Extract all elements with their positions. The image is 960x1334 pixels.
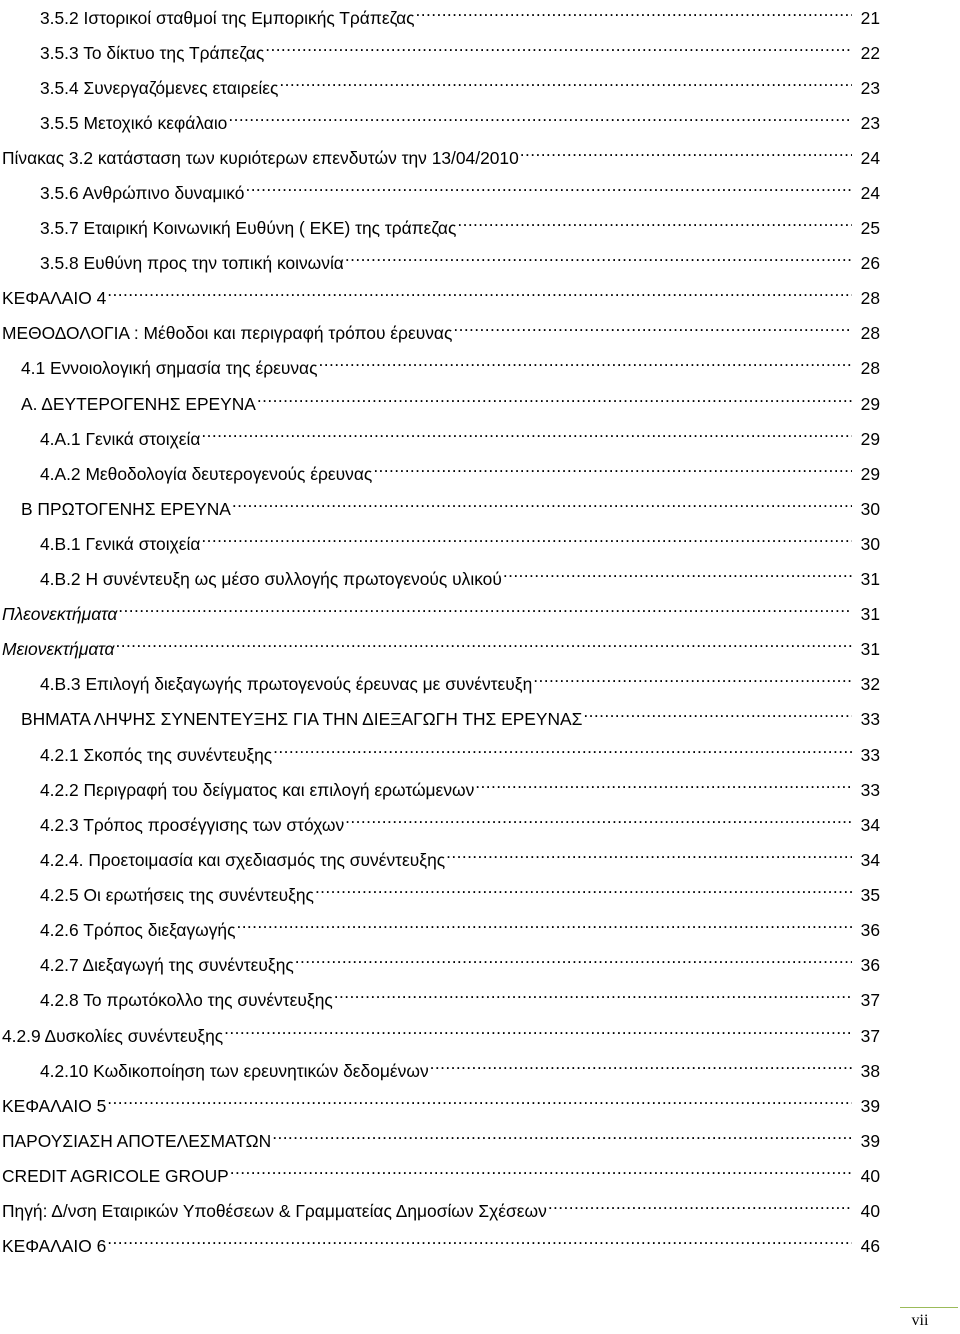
- toc-entry-page: 37: [860, 1026, 880, 1046]
- toc-entry[interactable]: [2, 1123, 880, 1151]
- toc-entry-page: 36: [860, 920, 880, 940]
- toc-entry-label: 3.5.4 Συνεργαζόμενες εταιρείες: [40, 78, 279, 98]
- toc-entry[interactable]: [2, 315, 880, 343]
- toc-entry-label: 3.5.8 Ευθύνη προς την τοπική κοινωνία: [40, 253, 344, 273]
- toc-dot-leader: [520, 140, 852, 164]
- toc-entry[interactable]: [40, 877, 880, 905]
- toc-entry-label: Πλεονεκτήματα: [2, 604, 118, 624]
- toc-dot-leader: [201, 421, 852, 445]
- toc-entry[interactable]: [2, 140, 880, 168]
- toc-dot-leader: [373, 456, 852, 480]
- toc-entry-page: 40: [860, 1166, 880, 1186]
- toc-entry-label: Β ΠΡΩΤΟΓΕΝΗΣ ΕΡΕΥΝΑ: [21, 499, 231, 519]
- toc-entry-page: 34: [860, 850, 880, 870]
- toc-entry[interactable]: [40, 105, 880, 133]
- toc-entry[interactable]: [2, 596, 880, 624]
- toc-entry-label: ΒΗΜΑΤΑ ΛΗΨΗΣ ΣΥΝΕΝΤΕΥΞΗΣ ΓΙΑ ΤΗΝ ΔΙΕΞΑΓΩΓΗ ΤΗΣ ΕΡΕΥΝΑΣ: [21, 709, 583, 729]
- footer-rule: [900, 1307, 958, 1308]
- toc-entry[interactable]: [2, 1158, 880, 1186]
- toc-entry-page: 23: [860, 113, 880, 133]
- toc-dot-leader: [228, 105, 852, 129]
- toc-dot-leader: [107, 280, 852, 304]
- toc-entry-label: 3.5.3 Το δίκτυο της Τράπεζας: [40, 43, 265, 63]
- toc-entry[interactable]: [40, 0, 880, 28]
- toc-entry-page: 24: [860, 183, 880, 203]
- toc-entry[interactable]: [2, 1088, 880, 1116]
- toc-entry-label: Πίνακας 3.2 κατάσταση των κυριότερων επενδυτών την 13/04/2010: [2, 148, 519, 168]
- toc-entry-page: 36: [860, 955, 880, 975]
- toc-entry[interactable]: [40, 842, 880, 870]
- toc-dot-leader: [273, 737, 852, 761]
- toc-dot-leader: [533, 666, 852, 690]
- toc-entry-page: 28: [860, 288, 880, 308]
- toc-entry[interactable]: [40, 456, 880, 484]
- toc-entry[interactable]: [2, 1018, 880, 1046]
- toc-dot-leader: [583, 701, 852, 725]
- toc-dot-leader: [446, 842, 852, 866]
- toc-entry-page: 32: [860, 674, 880, 694]
- toc-dot-leader: [265, 35, 852, 59]
- toc-entry-page: 33: [860, 745, 880, 765]
- toc-dot-leader: [201, 526, 852, 550]
- toc-entry-label: 4.Β.1 Γενικά στοιχεία: [40, 534, 201, 554]
- toc-entry-page: 33: [860, 780, 880, 800]
- toc-entry-page: 29: [860, 394, 880, 414]
- toc-entry[interactable]: [21, 386, 880, 414]
- toc-entry[interactable]: [40, 526, 880, 554]
- toc-dot-leader: [245, 175, 852, 199]
- toc-entry[interactable]: [40, 737, 880, 765]
- toc-entry-page: 30: [860, 499, 880, 519]
- toc-dot-leader: [118, 596, 852, 620]
- toc-entry-page: 46: [860, 1236, 880, 1256]
- toc-dot-leader: [279, 70, 852, 94]
- toc-entry-label: ΜΕΘΟΔΟΛΟΓΙΑ : Μέθοδοι και περιγραφή τρόπου έρευνας: [2, 323, 453, 343]
- toc-entry-label: 4.2.8 Το πρωτόκολλο της συνέντευξης: [40, 990, 333, 1010]
- toc-entry-page: 34: [860, 815, 880, 835]
- toc-entry-label: 3.5.2 Ιστορικοί σταθμοί της Εμπορικής Τράπεζας: [40, 8, 415, 28]
- toc-entry[interactable]: [40, 982, 880, 1010]
- toc-entry-label: Α. ΔΕΥΤΕΡΟΓΕΝΗΣ ΕΡΕΥΝΑ: [21, 394, 256, 414]
- toc-dot-leader: [475, 772, 852, 796]
- toc-dot-leader: [232, 491, 852, 515]
- toc-entry-label: 4.2.3 Τρόπος προσέγγισης των στόχων: [40, 815, 345, 835]
- toc-entry[interactable]: [40, 912, 880, 940]
- toc-entry-label: 4.2.10 Κωδικοποίηση των ερευνητικών δεδομένων: [40, 1061, 429, 1081]
- toc-entry-page: 30: [860, 534, 880, 554]
- toc-dot-leader: [334, 982, 852, 1006]
- toc-entry-label: 3.5.6 Ανθρώπινο δυναμικό: [40, 183, 245, 203]
- toc-entry-page: 26: [860, 253, 880, 273]
- toc-entry-label: Μειονεκτήματα: [2, 639, 115, 659]
- toc-dot-leader: [345, 245, 852, 269]
- toc-entry-label: 4.2.9 Δυσκολίες συνέντευξης: [2, 1026, 224, 1046]
- toc-dot-leader: [345, 807, 852, 831]
- toc-dot-leader: [272, 1123, 852, 1147]
- toc-dot-leader: [430, 1053, 852, 1077]
- toc-entry[interactable]: [40, 70, 880, 98]
- toc-entry[interactable]: [40, 421, 880, 449]
- toc-entry-page: 23: [860, 78, 880, 98]
- toc-dot-leader: [230, 1158, 852, 1182]
- toc-dot-leader: [236, 912, 852, 936]
- toc-entry-label: 4.2.2 Περιγραφή του δείγματος και επιλογή ερωτώμενων: [40, 780, 475, 800]
- toc-dot-leader: [257, 386, 852, 410]
- toc-entry[interactable]: [40, 210, 880, 238]
- toc-entry-label: ΚΕΦΑΛΑΙΟ 5: [2, 1096, 107, 1116]
- toc-entry-label: 4.2.1 Σκοπός της συνέντευξης: [40, 745, 273, 765]
- toc-entry-label: 3.5.5 Μετοχικό κεφάλαιο: [40, 113, 228, 133]
- toc-entry-page: 28: [860, 358, 880, 378]
- toc-dot-leader: [453, 315, 852, 339]
- toc-entry-label: Πηγή: Δ/νση Εταιρικών Υποθέσεων & Γραμματείας Δημοσίων Σχέσεων: [2, 1201, 547, 1221]
- toc-entry-label: 4.2.6 Τρόπος διεξαγωγής: [40, 920, 236, 940]
- toc-entry[interactable]: [2, 1193, 880, 1221]
- toc-dot-leader: [457, 210, 852, 234]
- toc-entry[interactable]: [40, 807, 880, 835]
- toc-entry-label: ΚΕΦΑΛΑΙΟ 6: [2, 1236, 107, 1256]
- toc-entry-label: 4.2.4. Προετοιμασία και σχεδιασμός της συνέντευξης: [40, 850, 446, 870]
- toc-entry[interactable]: [2, 1228, 880, 1256]
- toc-dot-leader: [503, 561, 852, 585]
- toc-dot-leader: [107, 1228, 852, 1252]
- toc-entry-page: 22: [860, 43, 880, 63]
- toc-entry-label: 4.2.7 Διεξαγωγή της συνέντευξης: [40, 955, 294, 975]
- toc-entry-page: 33: [860, 709, 880, 729]
- toc-entry-label: ΠΑΡΟΥΣΙΑΣΗ ΑΠΟΤΕΛΕΣΜΑΤΩΝ: [2, 1131, 272, 1151]
- toc-entry[interactable]: [21, 350, 880, 378]
- toc-entry-page: 40: [860, 1201, 880, 1221]
- toc-entry-label: 4.Β.2 Η συνέντευξη ως μέσο συλλογής πρωτογενούς υλικού: [40, 569, 502, 589]
- toc-entry[interactable]: [40, 1053, 880, 1081]
- toc-entry-label: 3.5.7 Εταιρική Κοινωνική Ευθύνη ( ΕΚΕ) της τράπεζας: [40, 218, 457, 238]
- toc-entry[interactable]: [21, 491, 880, 519]
- toc-entry-page: 31: [860, 639, 880, 659]
- toc-entry-page: 37: [860, 990, 880, 1010]
- toc-entry-page: 28: [860, 323, 880, 343]
- toc-dot-leader: [107, 1088, 852, 1112]
- toc-entry-label: 4.1 Εννοιολογική σημασία της έρευνας: [21, 358, 318, 378]
- toc-entry[interactable]: [40, 947, 880, 975]
- toc-entry[interactable]: [40, 245, 880, 273]
- toc-dot-leader: [224, 1018, 852, 1042]
- toc-entry[interactable]: [40, 175, 880, 203]
- toc-entry[interactable]: [2, 280, 880, 308]
- page-number: vii: [911, 1312, 929, 1329]
- toc-entry[interactable]: [40, 35, 880, 63]
- toc-entry-label: 4.Β.3 Επιλογή διεξαγωγής πρωτογενούς έρευνας με συνέντευξη: [40, 674, 533, 694]
- toc-dot-leader: [416, 0, 852, 24]
- toc-entry-page: 24: [860, 148, 880, 168]
- toc-entry-page: 39: [860, 1096, 880, 1116]
- toc-dot-leader: [315, 877, 852, 901]
- toc-entry-label: 4.Α.1 Γενικά στοιχεία: [40, 429, 201, 449]
- toc-entry[interactable]: [40, 666, 880, 694]
- toc-entry[interactable]: [40, 772, 880, 800]
- toc-dot-leader: [548, 1193, 852, 1217]
- toc-entry-page: 39: [860, 1131, 880, 1151]
- toc-entry-page: 25: [860, 218, 880, 238]
- toc-entry[interactable]: [21, 701, 880, 729]
- toc-entry[interactable]: [40, 561, 880, 589]
- toc-entry-page: 38: [860, 1061, 880, 1081]
- toc-entry-page: 31: [860, 604, 880, 624]
- toc-entry-label: 4.2.5 Οι ερωτήσεις της συνέντευξης: [40, 885, 314, 905]
- toc-entry-page: 21: [860, 8, 880, 28]
- toc-entry[interactable]: [2, 631, 880, 659]
- toc-entry-page: 35: [860, 885, 880, 905]
- toc-entry-page: 31: [860, 569, 880, 589]
- toc-entry-page: 29: [860, 464, 880, 484]
- toc-entry-page: 29: [860, 429, 880, 449]
- toc-entry-label: ΚΕΦΑΛΑΙΟ 4: [2, 288, 107, 308]
- toc-dot-leader: [319, 350, 853, 374]
- toc-entry-label: 4.Α.2 Μεθοδολογία δευτερογενούς έρευνας: [40, 464, 373, 484]
- toc-entry-label: CREDIT AGRICOLE GROUP: [2, 1166, 229, 1186]
- toc-dot-leader: [295, 947, 852, 971]
- toc-dot-leader: [115, 631, 852, 655]
